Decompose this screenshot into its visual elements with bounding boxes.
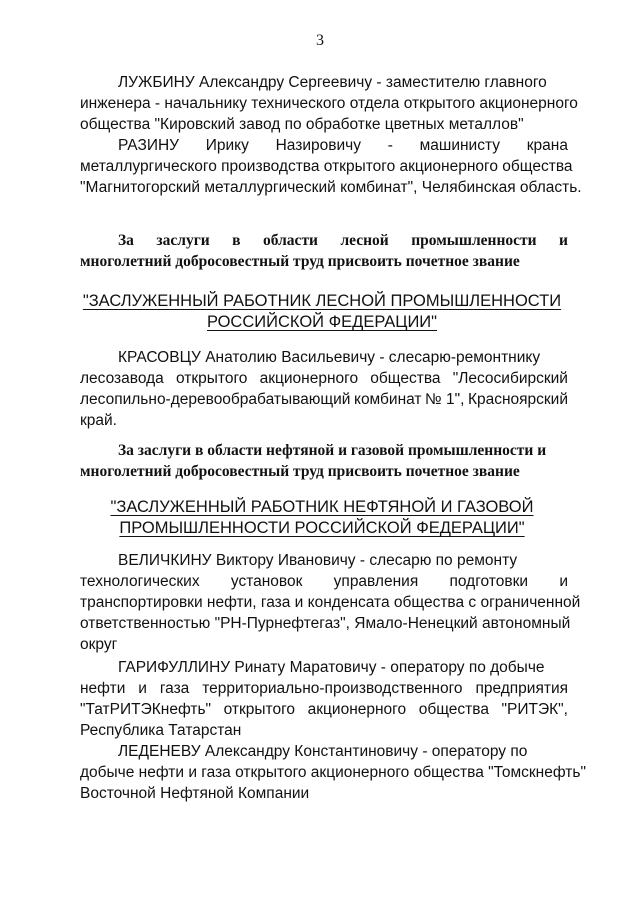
text-line: ГАРИФУЛЛИНУ Ринату Маратовичу - оператору по добыче	[118, 659, 545, 676]
title-line: "ЗАСЛУЖЕННЫЙ РАБОТНИК ЛЕСНОЙ ПРОМЫШЛЕННОСТИ	[82, 292, 562, 310]
word: нефти	[80, 680, 126, 697]
award-entry-luzhbin	[80, 72, 578, 135]
word: комбинат	[353, 391, 422, 408]
award-entry-krasovets	[80, 347, 568, 431]
heading-line: многолетний добросовестный труд присвоить почетное звание	[80, 463, 520, 480]
text-line: ЛУЖБИНУ Александру Сергеевичу - заместителю главного	[118, 74, 547, 91]
text-line: Республика Татарстан	[80, 722, 242, 739]
title-line: РОССИЙСКОЙ ФЕДЕРАЦИИ"	[206, 313, 438, 331]
text-line: инженера - начальнику технического отдела открытого акционерного	[80, 95, 578, 112]
word: открытого	[175, 370, 248, 387]
text-line: округ	[80, 636, 118, 653]
word: газа	[159, 680, 190, 697]
honorary-title-forestry	[70, 291, 574, 333]
text-line	[80, 699, 568, 720]
text-line: ЛЕДЕНЕВУ Александру Константиновичу - оператору по	[118, 743, 528, 760]
word: технологических	[80, 573, 200, 590]
word: акционерного	[307, 701, 407, 718]
text-line: край.	[80, 412, 117, 429]
word: подготовки	[449, 573, 529, 590]
text-line: транспортировки нефти, газа и конденсата общества с ограниченной	[80, 594, 581, 611]
word: общества	[418, 701, 489, 718]
text-line	[80, 389, 568, 410]
title-line: ПРОМЫШЛЕННОСТИ РОССИЙСКОЙ ФЕДЕРАЦИИ"	[119, 519, 525, 537]
word: № 1",	[425, 391, 465, 408]
word: -	[387, 137, 393, 154]
text-line	[80, 368, 568, 389]
word: и	[559, 232, 568, 249]
text-line: ВЕЛИЧКИНУ Виктору Ивановичу - слесарю по ремонту	[118, 552, 518, 569]
text-line: "Магнитогорский металлургический комбинат", Челябинская область.	[80, 179, 582, 196]
word: За	[118, 232, 134, 249]
honorary-title-oil-gas	[70, 497, 574, 539]
heading-line	[80, 230, 568, 251]
award-entry-ledenev	[80, 741, 586, 804]
text-line: добыче нефти и газа открытого акционерного общества "Томскнефть"	[80, 764, 586, 781]
title-line: "ЗАСЛУЖЕННЫЙ РАБОТНИК НЕФТЯНОЙ И ГАЗОВОЙ	[110, 498, 534, 516]
page-number: 3	[316, 32, 324, 49]
word: лесопильно-деревообрабатывающий	[80, 391, 351, 408]
word: промышленности	[411, 232, 537, 249]
text-line	[80, 678, 568, 699]
text-line: металлургического производства открытого акционерного общества	[80, 158, 573, 175]
word: "ТатРИТЭКнефть"	[80, 701, 212, 718]
word: Ирику	[205, 137, 249, 154]
word: установок	[230, 573, 303, 590]
word: крана	[526, 137, 568, 154]
word: Назировичу	[275, 137, 361, 154]
word: РАЗИНУ	[118, 137, 180, 154]
word: и	[138, 680, 147, 697]
word: лесозавода	[80, 370, 164, 387]
word: общества	[370, 370, 441, 387]
decree-heading-forestry	[80, 230, 568, 272]
word: "РИТЭК",	[501, 701, 568, 718]
word: лесной	[340, 232, 389, 249]
word: машинисту	[419, 137, 500, 154]
word: в	[232, 232, 241, 249]
text-line: КРАСОВЦУ Анатолию Васильевичу - слесарю-ремонтнику	[118, 349, 541, 366]
award-entry-razin	[80, 135, 582, 198]
word: территориально-производственного	[202, 680, 463, 697]
word: "Лесосибирский	[452, 370, 568, 387]
word: Красноярский	[467, 391, 568, 408]
award-entry-velichkin	[80, 550, 581, 655]
text-line: ответственностью "РН-Пурнефтегаз", Ямало-Ненецкий автономный	[80, 615, 571, 632]
word: области	[263, 232, 318, 249]
text-line: Восточной Нефтяной Компании	[80, 785, 310, 802]
word: заслуги	[156, 232, 210, 249]
text-line	[80, 571, 568, 592]
text-line	[80, 135, 568, 156]
word: предприятия	[475, 680, 568, 697]
heading-line: многолетний добросовестный труд присвоить почетное звание	[80, 253, 520, 270]
word: акционерного	[259, 370, 359, 387]
word: и	[559, 573, 568, 590]
word: открытого	[223, 701, 296, 718]
decree-heading-oil-gas	[80, 440, 568, 482]
award-entry-garifullin	[80, 657, 568, 741]
word: управления	[333, 573, 419, 590]
heading-line: За заслуги в области нефтяной и газовой промышленности и	[118, 442, 547, 459]
text-line: общества "Кировский завод по обработке цветных металлов"	[80, 116, 524, 133]
